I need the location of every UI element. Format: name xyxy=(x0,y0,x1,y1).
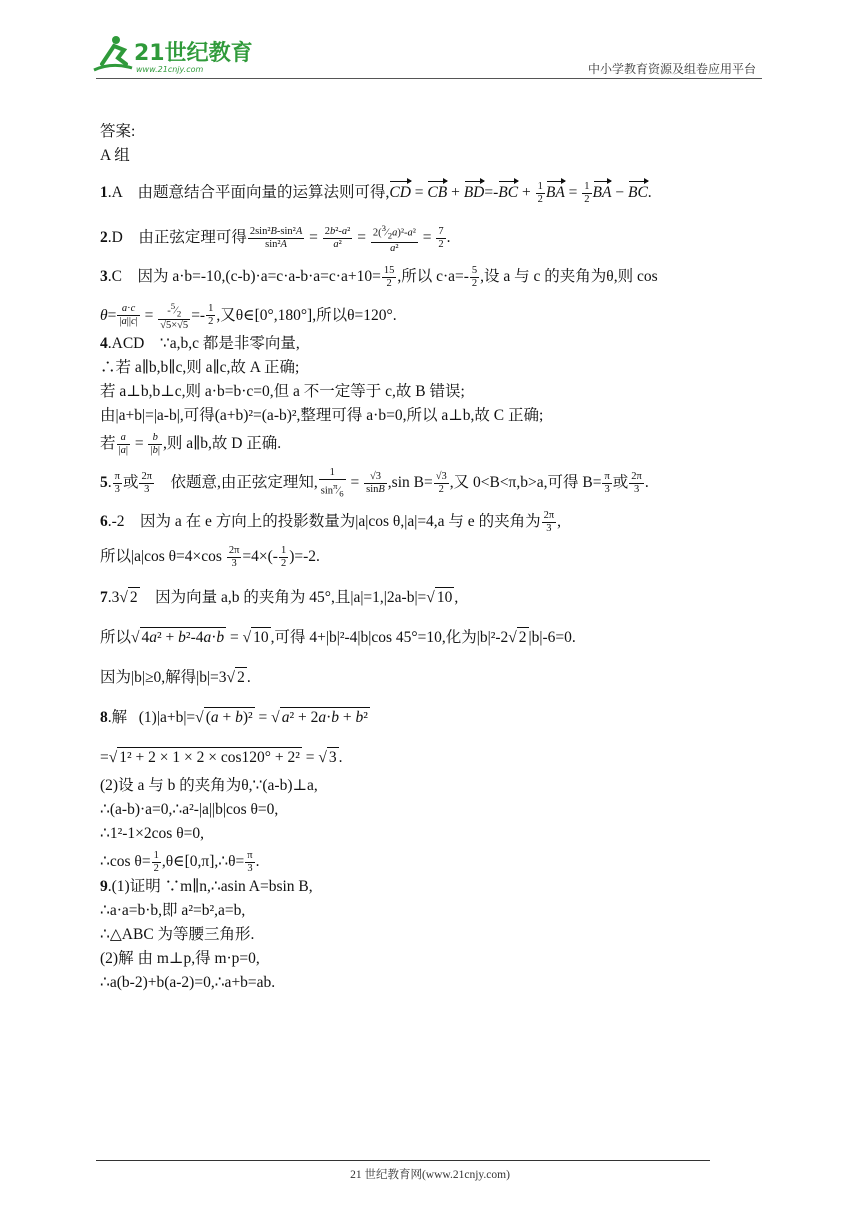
question-7: 7.3√ 2 因为向量 a,b 的夹角为 45°,且|a|=1,|2a-b|=√ 10 , xyxy=(100,588,459,606)
q9-line2: ∴a·a=b·b,即 a²=b²,a=b, xyxy=(100,901,246,919)
q4-answer: .ACD xyxy=(107,335,145,353)
q4-line5: 若 $\frac{a}{|a|}$ = $\frac{b}{|b|}$ ,则 a∥b,故 D 正确. xyxy=(100,432,282,457)
q3-number: 3 xyxy=(100,267,108,285)
q7-line2-b: ,可得 4+|b|²-4|b|cos 45°=10,化为|b|²-2 xyxy=(270,628,509,646)
q9-line4: (2)解 由 m⊥p,得 m·p=0, xyxy=(100,949,260,967)
q5-text: 依题意,由正弦定理知, xyxy=(170,473,318,491)
q4-line2: ∴若 a∥b,b∥c,则 a∥c,故 A 正确; xyxy=(100,359,300,377)
q8-line3: (2)设 a 与 b 的夹角为θ,∵(a-b)⊥a, xyxy=(100,776,318,794)
q6-line2: 所以|a|cos θ=4×cos $\frac{2\pi}{3}$ =4×(- $\frac{1}{2}$ )=-2. xyxy=(100,544,320,569)
q8-line5: ∴1²-1×2cos θ=0, xyxy=(100,824,204,842)
q7-line3: 因为|b|≥0,解得|b|=3√ 2 . xyxy=(100,668,251,686)
q8-line6: ∴cos θ= $\frac{1}{2}$ ,θ∈[0,π],∴θ= $\frac{\pi}{3}$ . xyxy=(100,849,260,874)
group-label: A 组 xyxy=(100,147,130,164)
site-logo xyxy=(92,34,262,76)
q1-answer: .A xyxy=(107,184,122,201)
q3-tail: ,所以 c·a=- xyxy=(397,267,469,285)
q7-answer: .3 xyxy=(107,588,120,606)
q4-line4: 由|a+b|=|a-b|,可得(a+b)²=(a-b)²,整理可得 a·b=0,所以 a⊥b,故 C 正确; xyxy=(100,407,544,425)
q3-text: 因为 a·b=-10,(c-b)·a=c·a-b·a=c·a+10= xyxy=(137,267,381,285)
q4-line5-b: ,则 a∥b,故 D 正确. xyxy=(162,435,282,453)
q7-line2: 所以√ 4a² + b²-4a·b = √ 10 ,可得 4+|b|²-4|b|cos 45°=10,化为|b|²-2√ 2 |b|-6=0. xyxy=(100,628,576,646)
logo-url-text: www.21cnjy.com xyxy=(136,65,204,74)
platform-name: 中小学教育资源及组卷应用平台 xyxy=(587,62,756,76)
q4-number: 4 xyxy=(100,335,108,353)
q8-line6-b: ,θ∈[0,π],∴θ= xyxy=(161,852,245,870)
page-footer: 21 世纪教育网(www.21cnjy.com) xyxy=(350,1169,510,1181)
q2-text: 由正弦定理可得 xyxy=(138,228,247,246)
q7-line3-text: 因为|b|≥0,解得|b|=3 xyxy=(100,668,227,686)
q1-number: 1 xyxy=(100,184,108,201)
q7-text: 因为向量 a,b 的夹角为 45°,且|a|=1,|2a-b|= xyxy=(155,588,427,606)
q9-number: 9 xyxy=(100,877,108,895)
q1-text: 由题意结合平面向量的运算法则可得, xyxy=(137,184,390,201)
q6-answer: .-2 xyxy=(107,512,125,530)
q4-line1: ∵a,b,c 都是非零向量, xyxy=(159,335,300,353)
q8-line2: =√ 1² + 2 × 1 × 2 × cos120° + 2² = √ 3 . xyxy=(100,748,343,766)
q7-number: 7 xyxy=(100,588,108,606)
question-5: 5. $\frac{\pi}{3}$ 或 $\frac{2\pi}{3}$ 依题意,由正弦定理知, $\frac{1}{\sin^\pi⁄_6}$ = $\frac{√3}{\sin B}$ ,sin B= $\frac{√3}{2}$ ,又 0<B<π,b>a,可得 B= $\frac{\pi}{3}$ 或 $\frac{2\pi}{3}$ . xyxy=(100,467,649,499)
question-3-line2: θ= $\frac{a\cdot c}{|a||c|}$ = $\frac{-^5⁄_2}{√5\times√5}$ =- $\frac{1}{2}$ ,又θ∈[0°,180°],所以θ=120°. xyxy=(100,300,397,332)
question-6: 6.-2 因为 a 在 e 方向上的投影数量为|a|cos θ,|a|=4,a 与 e 的夹角为 $\frac{2\pi}{3}$ , xyxy=(100,509,562,534)
footer-divider xyxy=(96,1160,710,1161)
question-3: 3.C 因为 a·b=-10,(c-b)·a=c·a-b·a=c·a+10= $\frac{15}{2}$ ,所以 c·a=- $\frac{5}{2}$ ,设 a 与 c 的夹角为θ,则 cos xyxy=(100,264,658,289)
logo-main-text: 21世纪教育 xyxy=(134,41,253,66)
q8-line4: ∴(a-b)·a=0,∴a²-|a||b|cos θ=0, xyxy=(100,800,279,818)
q6-text: 因为 a 在 e 方向上的投影数量为|a|cos θ,|a|=4,a 与 e 的夹角为 xyxy=(140,512,541,530)
q8-part1: (1)|a+b|= xyxy=(138,708,196,726)
q5-tail: ,sin B= xyxy=(387,473,433,491)
q7-line2-c: |b|-6=0. xyxy=(528,628,576,646)
q5-or: 或 xyxy=(122,473,139,491)
q2-answer: .D xyxy=(107,228,123,246)
q3-tail2: ,设 a 与 c 的夹角为θ,则 cos xyxy=(480,267,658,285)
header-divider xyxy=(96,78,762,79)
q8-line2-a: = xyxy=(100,748,109,766)
q6-line2-b: =-2. xyxy=(294,547,320,565)
q9-line1: .(1)证明 ∵m∥n,∴asin A=bsin B, xyxy=(107,877,313,895)
question-2: 2.D 由正弦定理可得 $\frac{\text{2sin²B-sin²A}}{\text{sin²A}}$ = $\frac{\text{2b²-a²}}{\text{a²}}$ = $\frac{2(^3⁄_2a)^2-a^2}{\text{a²}}$ = $\frac{7}{2}$ . xyxy=(100,222,451,254)
q4-line3: 若 a⊥b,b⊥c,则 a·b=b·c=0,但 a 不一定等于 c,故 B 错误; xyxy=(100,383,465,401)
q6-number: 6 xyxy=(100,512,108,530)
page-header xyxy=(0,0,860,80)
q7-line2-a: 所以 xyxy=(100,628,132,646)
question-1: 1.A 由题意结合平面向量的运算法则可得,CD = CB + BD=-BC + $\frac{1}{2}$ BA = $\frac{1}{2}$ BA − BC. xyxy=(100,178,770,206)
q9-line3: ∴△ABC 为等腰三角形. xyxy=(100,925,255,943)
q2-number: 2 xyxy=(100,228,108,246)
q8-number: 8 xyxy=(100,708,108,726)
q6-line2-a: 所以|a|cos θ=4×cos xyxy=(100,547,222,565)
q8-line6-a: ∴cos θ= xyxy=(100,852,151,870)
q9-line5: ∴a(b-2)+b(a-2)=0,∴a+b=ab. xyxy=(100,973,276,991)
answer-title: 答案: xyxy=(100,123,136,140)
q5-number: 5 xyxy=(100,473,108,491)
q8-label: .解 xyxy=(107,708,128,726)
question-8: 8.解 (1)|a+b|=√ (a + b)² = √ a² + 2a·b + b² xyxy=(100,708,368,726)
q3-answer: .C xyxy=(107,267,122,285)
question-4 xyxy=(100,332,770,356)
q4-line5-a: 若 xyxy=(100,435,116,453)
question-9 xyxy=(100,875,770,899)
q5-tail2: ,又 0<B<π,b>a,可得 B= xyxy=(449,473,602,491)
answer-content xyxy=(100,120,770,995)
q3-line2-tail: ,又θ∈[0°,180°],所以θ=120°. xyxy=(216,306,397,324)
